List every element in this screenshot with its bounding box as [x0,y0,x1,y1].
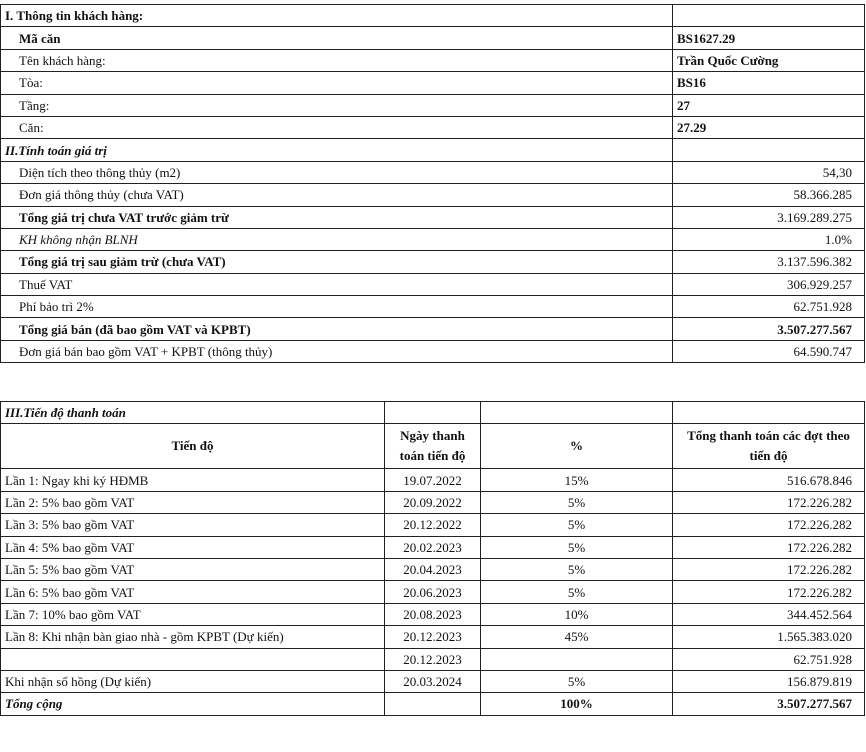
amount-cell: 172.226.282 [673,581,865,603]
stage-cell: Lần 4: 5% bao gồm VAT [1,536,385,558]
row-label: KH không nhận BLNH [1,228,673,250]
amount-cell: 156.879.819 [673,670,865,692]
row-value: 3.507.277.567 [673,318,865,340]
amount-cell: 172.226.282 [673,514,865,536]
date-cell: 19.07.2022 [385,469,481,491]
table-row [1,116,865,138]
table-row [1,558,865,580]
table-row [1,206,865,228]
total-percent: 100% [481,693,673,715]
section-row-customer [1,5,865,27]
row-value: 58.366.285 [673,184,865,206]
percent-cell: 15% [481,469,673,491]
stage-cell: Lần 8: Khi nhận bàn giao nhà - gồm KPBT (Dự kiến) [1,626,385,648]
percent-cell: 5% [481,670,673,692]
table-row [1,251,865,273]
date-cell: 20.12.2022 [385,514,481,536]
row-value: 1.0% [673,228,865,250]
stage-cell: Lần 1: Ngay khi ký HĐMB [1,469,385,491]
row-label: Tầng: [1,94,673,116]
row-value: 62.751.928 [673,296,865,318]
percent-cell: 5% [481,558,673,580]
row-value: 306.929.257 [673,273,865,295]
row-label: Tên khách hàng: [1,49,673,71]
section-row-payment [1,402,865,424]
stage-cell: Lần 7: 10% bao gồm VAT [1,603,385,625]
row-label: Mã căn [1,27,673,49]
date-cell: 20.08.2023 [385,603,481,625]
stage-cell [1,648,385,670]
amount-cell: 62.751.928 [673,648,865,670]
amount-cell: 344.452.564 [673,603,865,625]
amount-cell: 172.226.282 [673,491,865,513]
row-value: Trần Quốc Cường [673,49,865,71]
table-row [1,469,865,491]
table-row [1,228,865,250]
amount-cell: 172.226.282 [673,536,865,558]
header-percent: % [481,424,673,469]
table-row [1,94,865,116]
date-cell: 20.12.2023 [385,626,481,648]
table-row [1,273,865,295]
table-row [1,626,865,648]
header-stage: Tiến độ [1,424,385,469]
table-row [1,670,865,692]
table-row [1,318,865,340]
stage-cell: Lần 3: 5% bao gồm VAT [1,514,385,536]
row-label: Căn: [1,116,673,138]
row-value: 3.169.289.275 [673,206,865,228]
date-cell: 20.02.2023 [385,536,481,558]
table-row [1,184,865,206]
table-row [1,536,865,558]
row-label: Diện tích theo thông thủy (m2) [1,161,673,183]
row-value: 3.137.596.382 [673,251,865,273]
table-row [1,603,865,625]
amount-cell: 172.226.282 [673,558,865,580]
stage-cell: Lần 5: 5% bao gồm VAT [1,558,385,580]
table-row [1,514,865,536]
section-title-valuation: II.Tính toán giá trị [1,139,673,161]
row-value: 27 [673,94,865,116]
row-label: Đơn giá thông thủy (chưa VAT) [1,184,673,206]
header-date: Ngày thanh toán tiến độ [385,424,481,469]
row-label: Đơn giá bán bao gồm VAT + KPBT (thông thủy) [1,340,673,362]
amount-cell: 516.678.846 [673,469,865,491]
section-title-payment: III.Tiến độ thanh toán [1,402,385,424]
date-cell: 20.03.2024 [385,670,481,692]
row-value: BS1627.29 [673,27,865,49]
header-total: Tổng thanh toán các đợt theo tiến độ [673,424,865,469]
customer-valuation-table [0,4,865,363]
date-cell: 20.06.2023 [385,581,481,603]
stage-cell: Khi nhận sổ hồng (Dự kiến) [1,670,385,692]
table-row [1,72,865,94]
row-value: 54,30 [673,161,865,183]
percent-cell: 5% [481,581,673,603]
section-title-customer: I. Thông tin khách hàng: [1,5,673,27]
row-label: Thuế VAT [1,273,673,295]
payment-schedule-table [0,401,865,716]
percent-cell: 5% [481,536,673,558]
row-label: Tổng giá trị sau giảm trừ (chưa VAT) [1,251,673,273]
table-row [1,648,865,670]
total-amount: 3.507.277.567 [673,693,865,715]
percent-cell: 45% [481,626,673,648]
percent-cell: 5% [481,514,673,536]
row-value: 27.29 [673,116,865,138]
percent-cell [481,648,673,670]
total-row [1,693,865,715]
table-row [1,27,865,49]
percent-cell: 10% [481,603,673,625]
row-label: Phí bảo trì 2% [1,296,673,318]
row-label: Tổng giá trị chưa VAT trước giảm trừ [1,206,673,228]
stage-cell: Lần 2: 5% bao gồm VAT [1,491,385,513]
table-row [1,491,865,513]
table-row [1,340,865,362]
table-row [1,161,865,183]
row-value: 64.590.747 [673,340,865,362]
date-cell: 20.04.2023 [385,558,481,580]
table-row [1,581,865,603]
table-row [1,296,865,318]
table-row [1,49,865,71]
row-label: Tòa: [1,72,673,94]
row-label: Tổng giá bán (đã bao gồm VAT và KPBT) [1,318,673,340]
row-value: BS16 [673,72,865,94]
section-row-valuation [1,139,865,161]
stage-cell: Lần 6: 5% bao gồm VAT [1,581,385,603]
total-label: Tổng cộng [1,693,385,715]
percent-cell: 5% [481,491,673,513]
payment-header-row [1,424,865,469]
amount-cell: 1.565.383.020 [673,626,865,648]
date-cell: 20.12.2023 [385,648,481,670]
date-cell: 20.09.2022 [385,491,481,513]
